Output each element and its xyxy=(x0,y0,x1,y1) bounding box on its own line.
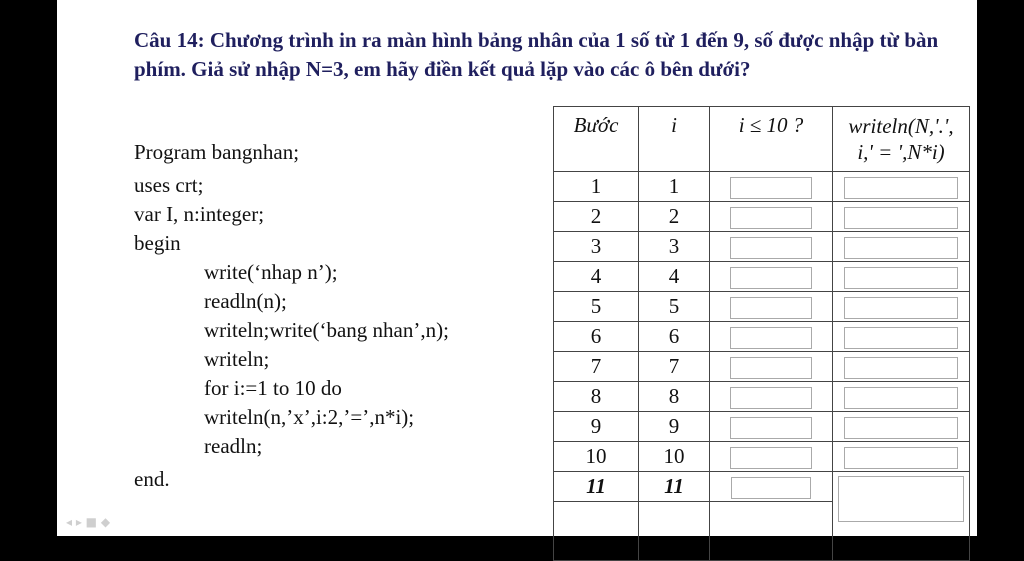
i-cell: 11 xyxy=(639,472,710,502)
output-cell xyxy=(833,352,970,382)
code-line: writeln(n,’x’,i:2,’=’,n*i); xyxy=(204,405,415,429)
code-line: uses crt; xyxy=(134,173,204,197)
header-output xyxy=(833,107,970,172)
condition-cell xyxy=(710,352,833,382)
i-cell: 10 xyxy=(639,442,710,472)
condition-cell xyxy=(710,172,833,202)
table-row xyxy=(554,382,970,412)
header-i: i xyxy=(639,107,710,172)
answer-box[interactable] xyxy=(844,177,958,199)
i-cell: 6 xyxy=(639,322,710,352)
answer-box[interactable] xyxy=(838,476,964,522)
answer-box[interactable] xyxy=(730,387,812,409)
step-cell: 7 xyxy=(554,352,639,382)
i-cell: 5 xyxy=(639,292,710,322)
answer-box[interactable] xyxy=(730,447,812,469)
output-cell xyxy=(833,262,970,292)
slide-nav-controls[interactable]: ◂ ▸ ■ ◆ xyxy=(66,515,111,529)
step-cell: 11 xyxy=(554,472,639,502)
condition-cell xyxy=(710,232,833,262)
table-row xyxy=(554,322,970,352)
table-row xyxy=(554,262,970,292)
answer-box[interactable] xyxy=(844,237,958,259)
answer-box[interactable] xyxy=(844,267,958,289)
condition-cell xyxy=(710,292,833,322)
header-step: Bước xyxy=(554,107,639,172)
i-cell: 9 xyxy=(639,412,710,442)
answer-box[interactable] xyxy=(730,237,812,259)
output-cell xyxy=(833,472,970,561)
header-output-line2: i,' = ',N*i) xyxy=(857,140,945,164)
answer-box[interactable] xyxy=(730,327,812,349)
output-cell xyxy=(833,412,970,442)
answer-box[interactable] xyxy=(730,207,812,229)
output-cell xyxy=(833,172,970,202)
code-line: writeln; xyxy=(204,347,270,371)
output-cell xyxy=(833,442,970,472)
step-cell: 4 xyxy=(554,262,639,292)
i-cell: 4 xyxy=(639,262,710,292)
output-cell xyxy=(833,322,970,352)
step-cell: 2 xyxy=(554,202,639,232)
step-cell: 10 xyxy=(554,442,639,472)
answer-box[interactable] xyxy=(844,297,958,319)
output-cell xyxy=(833,382,970,412)
step-cell: 5 xyxy=(554,292,639,322)
table-row xyxy=(554,352,970,382)
answer-box[interactable] xyxy=(730,297,812,319)
answer-box[interactable] xyxy=(844,417,958,439)
condition-cell xyxy=(710,472,833,502)
table-header-row xyxy=(554,107,970,172)
i-cell: 3 xyxy=(639,232,710,262)
condition-cell xyxy=(710,262,833,292)
answer-box[interactable] xyxy=(844,207,958,229)
i-cell: 1 xyxy=(639,172,710,202)
empty-cell xyxy=(554,502,639,561)
condition-cell xyxy=(710,442,833,472)
answer-box[interactable] xyxy=(731,477,811,499)
code-line: end. xyxy=(134,467,170,491)
table-row xyxy=(554,172,970,202)
trace-table xyxy=(553,106,970,561)
answer-box[interactable] xyxy=(730,417,812,439)
table-row xyxy=(554,232,970,262)
i-cell: 2 xyxy=(639,202,710,232)
header-output-line1: writeln(N,'.', xyxy=(848,114,954,138)
answer-box[interactable] xyxy=(730,177,812,199)
empty-cell xyxy=(639,502,710,561)
output-cell xyxy=(833,292,970,322)
step-cell: 3 xyxy=(554,232,639,262)
condition-cell xyxy=(710,202,833,232)
i-cell: 8 xyxy=(639,382,710,412)
condition-cell xyxy=(710,322,833,352)
answer-box[interactable] xyxy=(730,357,812,379)
header-condition: i ≤ 10 ? xyxy=(710,107,833,172)
answer-box[interactable] xyxy=(844,447,958,469)
table-row xyxy=(554,442,970,472)
step-cell: 9 xyxy=(554,412,639,442)
step-cell: 8 xyxy=(554,382,639,412)
code-line: for i:=1 to 10 do xyxy=(204,376,342,400)
step-cell: 6 xyxy=(554,322,639,352)
code-line: writeln;write(‘bang nhan’,n); xyxy=(204,318,449,342)
table-row xyxy=(554,472,970,502)
answer-box[interactable] xyxy=(844,387,958,409)
question-text: Câu 14: Chương trình in ra màn hình bảng nhân của 1 số từ 1 đến 9, số được nhập từ bàn phím. Giả sử nhập N=3, em hãy điền kết quả lặp vào các ô bên dưới? xyxy=(134,28,939,81)
code-line: Program bangnhan; xyxy=(134,140,300,164)
step-cell: 1 xyxy=(554,172,639,202)
code-line: write(‘nhap n’); xyxy=(204,260,338,284)
empty-cell xyxy=(710,502,833,561)
answer-box[interactable] xyxy=(730,267,812,289)
table-row xyxy=(554,292,970,322)
condition-cell xyxy=(710,382,833,412)
code-line: readln; xyxy=(204,434,263,458)
answer-box[interactable] xyxy=(844,357,958,379)
i-cell: 7 xyxy=(639,352,710,382)
code-line: var I, n:integer; xyxy=(134,202,265,226)
answer-box[interactable] xyxy=(844,327,958,349)
table-row xyxy=(554,202,970,232)
table-row xyxy=(554,412,970,442)
condition-cell xyxy=(710,412,833,442)
output-cell xyxy=(833,232,970,262)
code-line: readln(n); xyxy=(204,289,287,313)
code-line: begin xyxy=(134,231,181,255)
output-cell xyxy=(833,202,970,232)
